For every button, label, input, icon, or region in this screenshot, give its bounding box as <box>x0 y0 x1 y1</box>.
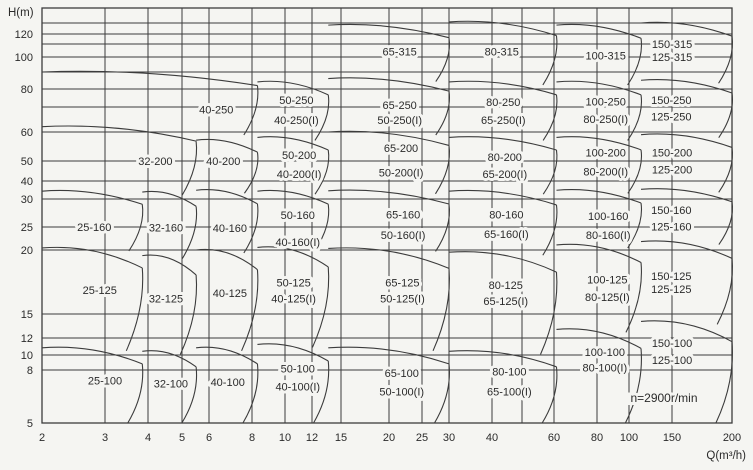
pump-model-label: 50-100(I) <box>379 386 425 399</box>
pump-model-label: 25-125 <box>82 285 117 298</box>
pump-model-label: 65-125(I) <box>483 296 529 309</box>
pump-region-boundary-line <box>128 364 143 423</box>
pump-model-label: 32-100 <box>153 378 189 391</box>
pump-model-label: 150-125 <box>651 270 692 283</box>
pump-model-label: 80-160(I) <box>585 230 631 243</box>
pump-model-label: 40-100 <box>210 376 245 389</box>
pump-region-boundary-line <box>716 342 733 423</box>
pump-region-boundary-line <box>129 204 143 251</box>
x-tick-label: 4 <box>144 432 152 444</box>
pump-model-label: 80-100(I) <box>582 362 628 375</box>
pump-region-roof-curve <box>257 344 328 361</box>
pump-model-label: 125-250 <box>651 111 692 124</box>
pump-region-boundary-line <box>180 275 196 354</box>
x-tick-label: 100 <box>619 432 639 444</box>
pump-model-label: 150-250 <box>651 95 692 108</box>
pump-model-label: 32-200 <box>138 156 173 168</box>
pump-region-boundary-line <box>243 364 258 423</box>
pump-region-roof-curve <box>449 252 556 272</box>
pump-region-boundary-line <box>312 267 328 347</box>
speed-annotation: n=2900r/min <box>630 391 698 405</box>
y-tick-label: 40 <box>20 176 33 188</box>
pump-model-label: 100-100 <box>584 347 626 360</box>
pump-model-label: 50-200 <box>281 149 317 162</box>
x-tick-label: 20 <box>382 432 396 444</box>
pump-model-label: 80-250 <box>486 97 521 110</box>
pump-region-roof-curve <box>556 190 641 203</box>
pump-model-label: 80-250(I) <box>583 114 629 127</box>
y-tick-label: 12 <box>20 333 33 345</box>
pump-region-boundary-line <box>543 150 557 194</box>
pump-model-label: 125-125 <box>651 283 692 296</box>
x-tick-label: 2 <box>38 432 46 444</box>
y-tick-label: 120 <box>14 29 33 41</box>
pump-region-roof-curve <box>449 137 556 150</box>
pump-model-label: 65-125 <box>385 277 420 290</box>
pump-model-label: 125-315 <box>651 52 693 64</box>
pump-model-label: 65-250 <box>382 100 417 113</box>
pump-region-boundary-line <box>244 152 257 193</box>
pump-region-roof-curve <box>142 255 196 275</box>
pump-region-roof-curve <box>449 351 556 367</box>
pump-region-boundary-line <box>628 95 642 141</box>
y-tick-label: 8 <box>26 365 33 377</box>
pump-region-roof-curve <box>196 249 257 269</box>
pump-region-roof-curve <box>196 139 257 152</box>
pump-model-label: 80-315 <box>484 46 519 59</box>
pump-region-labels <box>77 39 692 399</box>
pump-model-label: 65-100(I) <box>487 386 532 399</box>
pump-model-label: 80-200 <box>487 152 522 165</box>
pump-model-label: 40-200(I) <box>276 169 322 182</box>
pump-model-label: 50-125(I) <box>380 293 425 306</box>
pump-region-boundary-line <box>182 206 196 258</box>
y-tick-label: 5 <box>26 418 33 430</box>
x-tick-label: 200 <box>722 432 742 444</box>
y-tick-label: 60 <box>20 127 33 139</box>
pump-region-roof-curve <box>196 190 257 204</box>
y-tick-label: 50 <box>20 156 33 168</box>
pump-model-label: 50-160 <box>280 210 315 223</box>
pump-region-boundary-line <box>436 204 450 251</box>
pump-model-label: 100-250 <box>585 96 626 109</box>
pump-region-boundary-line <box>436 91 450 135</box>
pump-region-roof-curve <box>641 189 732 202</box>
pump-model-label: 100-315 <box>585 50 626 63</box>
pump-region-roof-curve <box>196 347 257 364</box>
pump-model-label: 100-125 <box>587 274 628 287</box>
pump-region-boundary-line <box>628 38 642 85</box>
pump-model-label: 80-200(I) <box>583 166 629 179</box>
pump-model-label: 40-125 <box>212 287 248 300</box>
x-tick-label: 8 <box>248 432 256 444</box>
x-tick-label: 12 <box>305 432 319 444</box>
pump-model-label: 40-250 <box>199 104 234 117</box>
y-tick-label: 20 <box>20 245 33 257</box>
pump-model-label: 50-250 <box>279 95 314 108</box>
pump-region-boundary-line <box>719 93 733 138</box>
pump-region-boundary-line <box>182 141 196 195</box>
pump-model-label: 40-160(I) <box>275 237 321 250</box>
x-tick-label: 80 <box>590 432 604 444</box>
pump-model-label: 100-200 <box>585 147 626 160</box>
y-tick-label: 10 <box>20 350 33 362</box>
pump-model-label: 150-100 <box>651 337 693 350</box>
pump-model-label: 65-160 <box>385 209 421 222</box>
pump-model-label: 65-250(I) <box>480 115 526 128</box>
pump-region-boundary-line <box>719 202 733 245</box>
pump-region-roof-curve <box>42 126 196 141</box>
pump-model-label: 32-125 <box>148 293 184 306</box>
pump-region-roof-curve <box>641 134 732 147</box>
pump-model-label: 150-315 <box>651 39 693 51</box>
x-tick-label: 40 <box>485 432 499 444</box>
pump-model-label: 80-125 <box>488 279 523 292</box>
pump-model-label: 80-125(I) <box>585 291 630 304</box>
pump-region-roof-curve <box>42 190 142 204</box>
pump-model-label: 65-200 <box>383 143 419 156</box>
pump-model-label: 25-160 <box>77 222 112 234</box>
pump-region-boundary-line <box>182 367 197 423</box>
pump-model-label: 40-250(I) <box>274 115 319 128</box>
x-tick-label: 150 <box>662 432 682 444</box>
pump-region-roof-curve <box>449 190 556 204</box>
pump-region-boundary-line <box>628 150 642 193</box>
x-axis-title: Q(m³/h) <box>706 450 746 462</box>
pump-region-boundary-line <box>543 205 557 255</box>
pump-region-boundary-line <box>719 147 733 192</box>
pump-model-label: 100-160 <box>588 210 629 223</box>
pump-model-label: 65-315 <box>382 46 417 59</box>
pump-region-boundary-line <box>242 270 258 351</box>
x-tick-label: 25 <box>415 432 429 444</box>
pump-model-label: 40-100(I) <box>275 381 321 394</box>
pump-region-boundary-line <box>435 145 449 193</box>
pump-region-boundary-line <box>717 258 732 324</box>
y-tick-label: 15 <box>20 309 33 321</box>
x-tick-label: 10 <box>278 432 292 444</box>
pump-region-roof-curve <box>449 81 556 95</box>
y-tick-label: 30 <box>20 194 33 206</box>
pump-model-label: 125-160 <box>651 221 692 234</box>
pump-region-boundary-line <box>434 364 449 423</box>
pump-region-roof-curve <box>641 80 732 93</box>
pump-model-label: 125-200 <box>651 164 693 177</box>
pump-model-label: 40-160 <box>212 223 248 236</box>
pump-model-label: 80-160 <box>489 209 524 222</box>
pump-model-label: 50-250(I) <box>377 115 423 128</box>
pump-model-label: 50-200(I) <box>378 167 424 180</box>
pump-region-roof-curve <box>257 190 328 204</box>
pump-region-boundary-line <box>719 36 733 83</box>
pump-region-roof-curve <box>257 81 328 95</box>
y-tick-label: 25 <box>20 222 33 234</box>
pump-region-roof-curve <box>556 329 641 349</box>
pump-region-roof-curve <box>142 351 196 367</box>
pump-model-label: 65-100 <box>384 367 419 380</box>
x-tick-label: 5 <box>178 432 186 444</box>
pump-model-label: 40-125(I) <box>271 293 316 306</box>
y-axis-title: H(m) <box>8 7 34 19</box>
pump-model-label: 150-200 <box>651 147 693 160</box>
pump-model-label: 32-160 <box>148 222 184 235</box>
pump-region-boundary-line <box>625 348 641 423</box>
pump-region-boundary-line <box>542 367 557 423</box>
pump-region-boundary-line <box>543 36 557 85</box>
pump-model-label: 50-125 <box>276 277 311 290</box>
x-tick-label: 3 <box>101 432 109 444</box>
pump-model-label: 40-200 <box>206 156 241 168</box>
pump-region-roof-curve <box>257 137 328 150</box>
pump-model-label: 50-100 <box>280 363 315 376</box>
pump-model-label: 150-160 <box>651 205 692 218</box>
pump-region-boundary-line <box>244 86 258 135</box>
pump-model-label: 25-100 <box>87 375 123 388</box>
x-tick-label: 15 <box>334 432 348 444</box>
pump-model-label: 50-160(I) <box>380 230 426 243</box>
pump-region-roof-curve <box>556 24 641 38</box>
pump-model-label: 65-160(I) <box>484 228 529 241</box>
x-tick-label: 6 <box>205 432 213 444</box>
pump-model-label: 80-100 <box>492 366 527 379</box>
pump-region-roof-curve <box>42 71 257 85</box>
x-tick-label: 60 <box>547 432 561 444</box>
pump-region-boundary-line <box>543 95 557 141</box>
pump-model-label: 125-100 <box>651 354 693 367</box>
x-tick-label: 30 <box>442 432 456 444</box>
pump-model-label: 65-200(I) <box>482 169 528 182</box>
y-tick-label: 80 <box>20 84 33 96</box>
y-tick-label: 100 <box>14 52 33 64</box>
